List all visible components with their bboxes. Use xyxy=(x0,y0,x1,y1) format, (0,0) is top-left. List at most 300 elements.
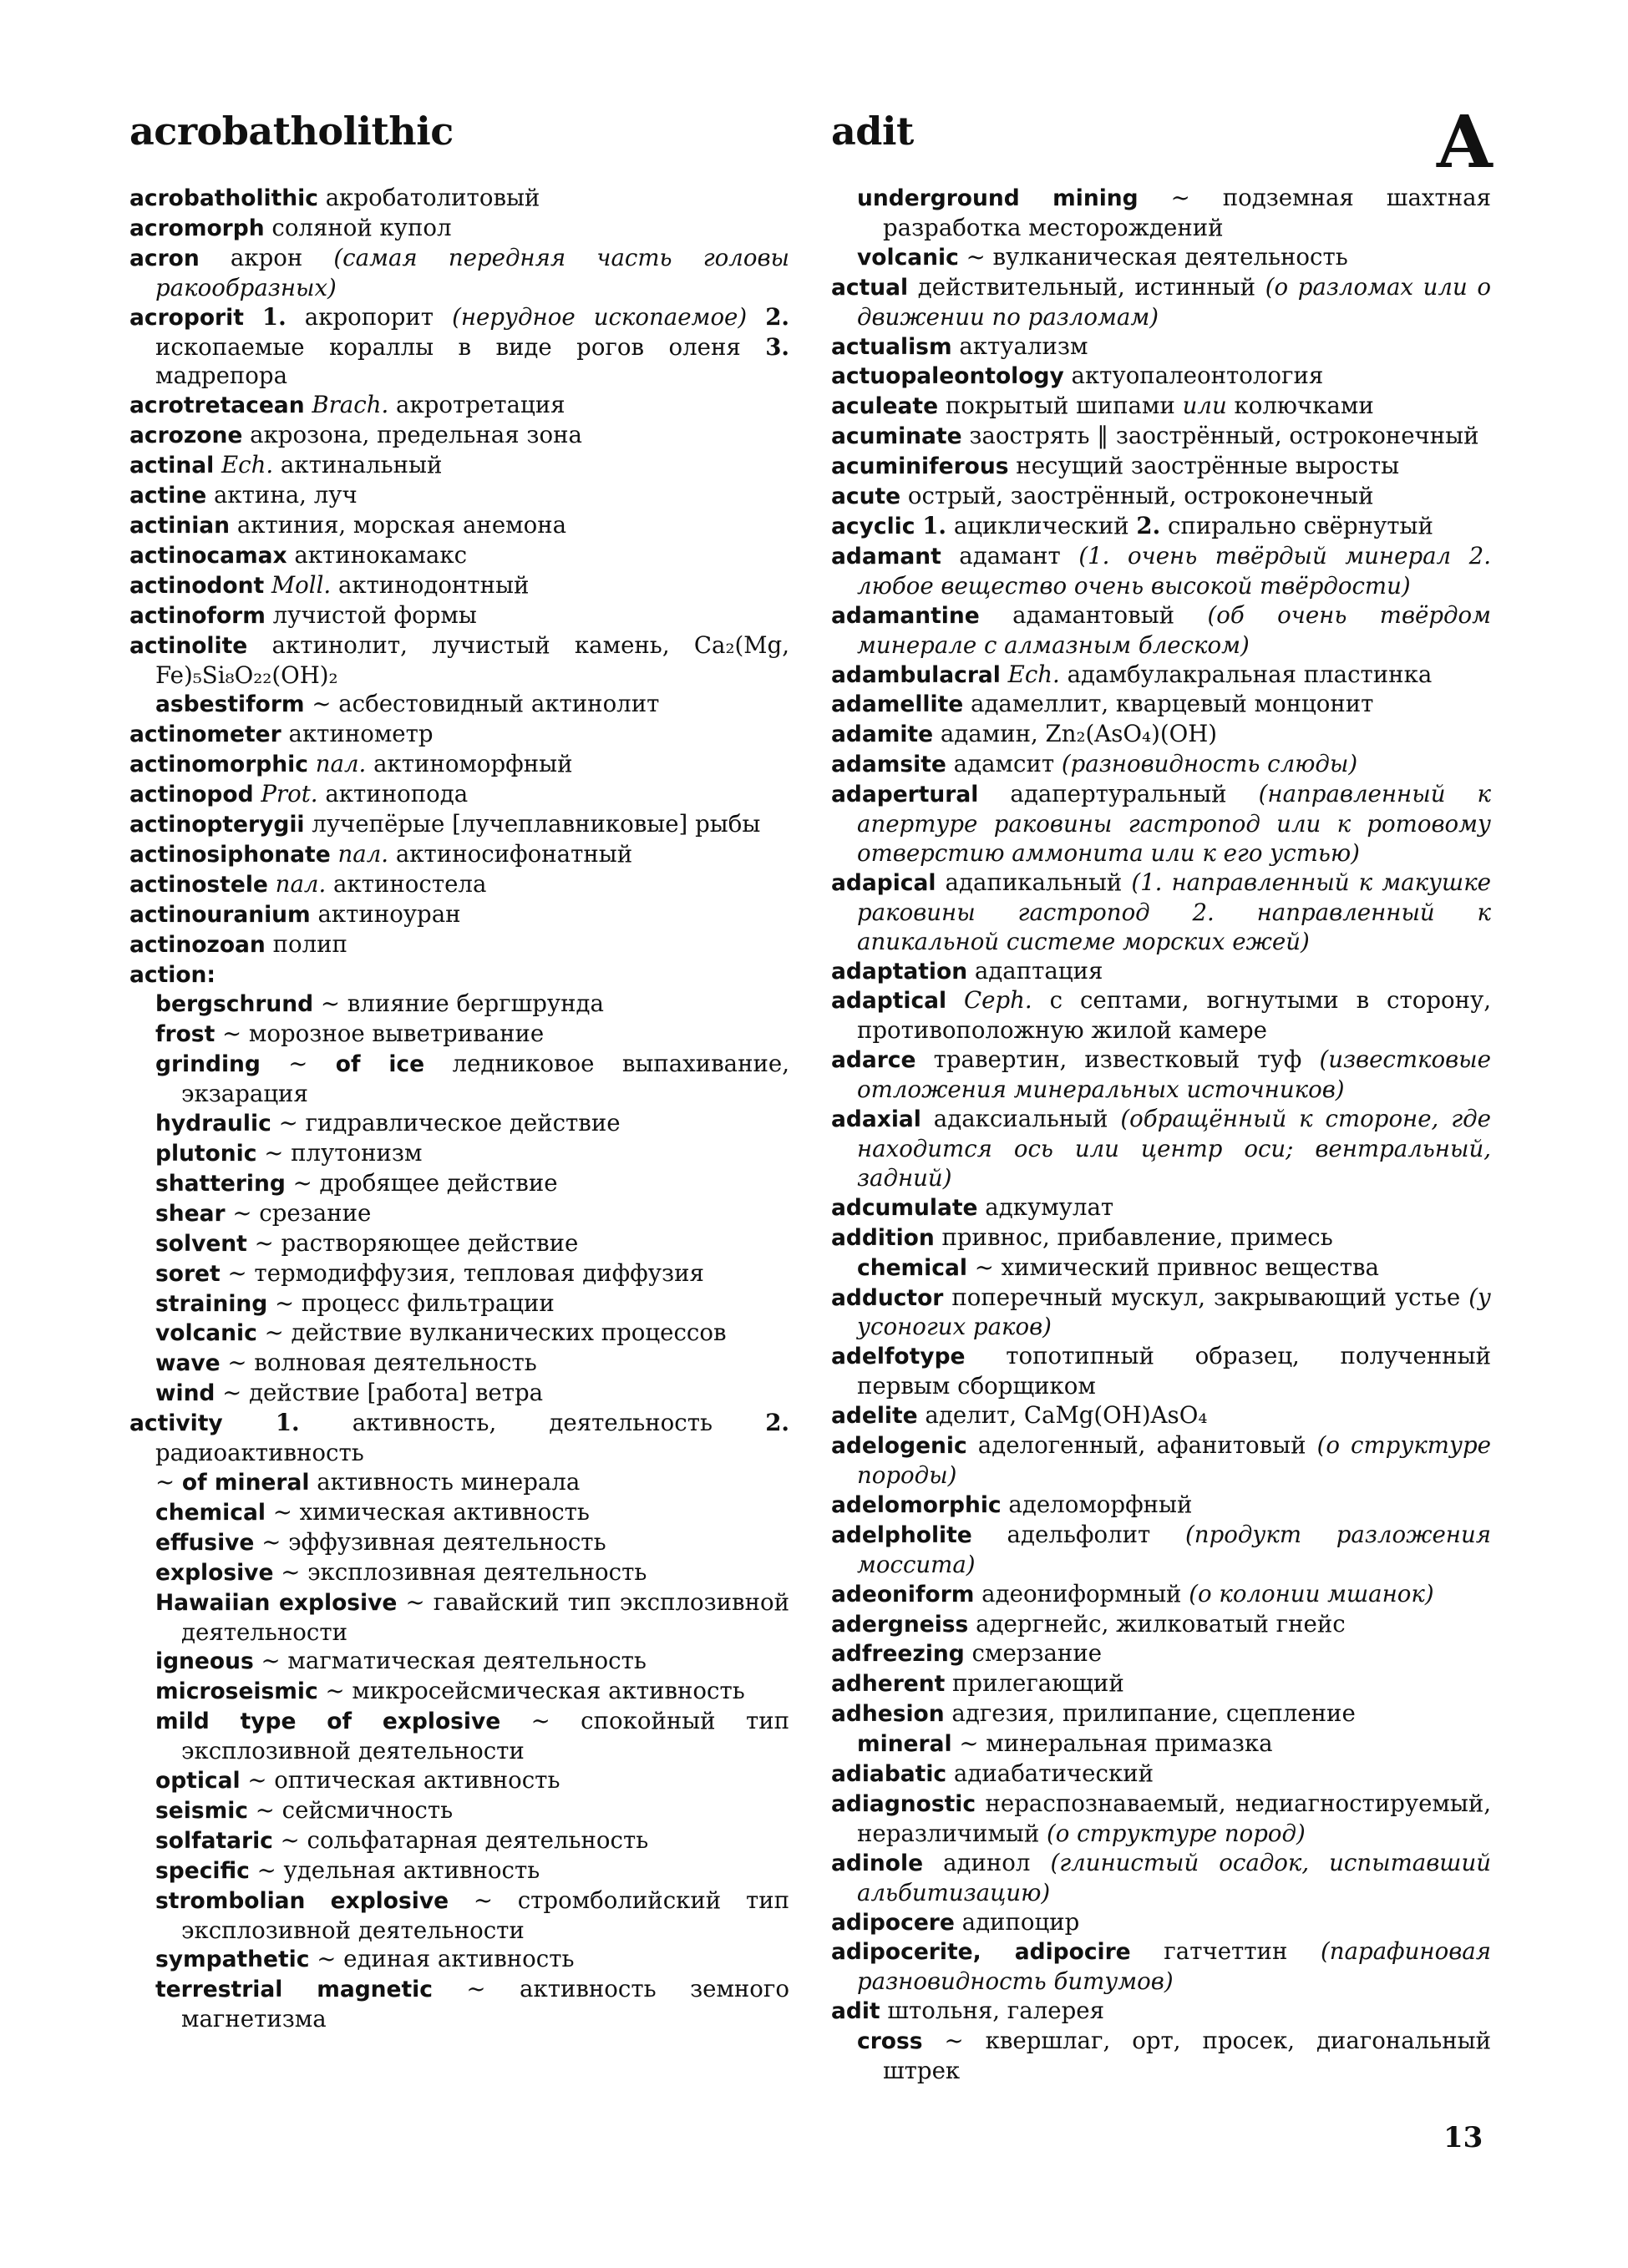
headword: actuopaleontology xyxy=(831,363,1064,390)
dictionary-entry xyxy=(831,1849,1491,1908)
dictionary-entry xyxy=(129,451,789,481)
definition-text: ~ влияние бергшрунда xyxy=(313,990,604,1018)
dictionary-subentry xyxy=(129,1945,789,1975)
dictionary-entry xyxy=(831,1669,1491,1699)
headword: adinole xyxy=(831,1850,924,1876)
dictionary-entry xyxy=(831,1937,1491,1997)
italic-note: Moll. xyxy=(271,570,332,599)
dictionary-subentry xyxy=(129,1975,789,2034)
definition-text: ~ сейсмичность xyxy=(248,1795,454,1824)
definition-text xyxy=(264,571,271,599)
dictionary-subentry xyxy=(129,1379,789,1409)
italic-note: Ceph. xyxy=(964,986,1032,1015)
headword: actinoform xyxy=(129,602,266,629)
dictionary-entry xyxy=(129,960,789,990)
definition-text: адамант xyxy=(941,541,1079,570)
dictionary-subentry xyxy=(129,1558,789,1588)
definition-text: аделит, CaMg(OH)AsO₄ xyxy=(917,1401,1208,1430)
dictionary-entry xyxy=(831,1283,1491,1343)
definition-text: адипоцир xyxy=(954,1907,1080,1936)
headword: optical xyxy=(155,1768,241,1795)
italic-note: (направленный к апертуре раковины гастропод или к ротовому отверстию аммонита или к его устью) xyxy=(857,780,1491,867)
headword: asbestiform xyxy=(155,691,305,718)
headword: adaxial xyxy=(831,1106,921,1133)
dictionary-entry xyxy=(129,631,789,691)
headword: wind xyxy=(155,1380,216,1407)
headword: adelite xyxy=(831,1403,918,1430)
headword: strombolian explosive xyxy=(155,1887,449,1914)
headword: actine xyxy=(129,483,207,509)
definition-text: адеониформный xyxy=(974,1579,1189,1607)
definition-text: ~ стромболийский тип эксплозивной деятельности xyxy=(181,1886,789,1944)
dictionary-subentry xyxy=(129,1199,789,1229)
definition-text: с септами, вогнутыми в сторону, противоположную жилой камере xyxy=(857,986,1491,1045)
headword: actinozoan xyxy=(129,931,266,958)
headword: sympathetic xyxy=(155,1947,310,1973)
definition-text: актинокамакс xyxy=(287,540,468,569)
right-column xyxy=(831,184,1491,2086)
dictionary-subentry xyxy=(129,1528,789,1558)
dictionary-entry xyxy=(831,1193,1491,1223)
headword: actinomorphic xyxy=(129,752,308,778)
definition-text: адиабатический xyxy=(946,1759,1154,1788)
dictionary-entry xyxy=(129,780,789,810)
headword: adaptical xyxy=(831,988,947,1015)
definition-text: адгезия, прилипание, сцепление xyxy=(944,1699,1356,1728)
headword: adamantine xyxy=(831,602,980,629)
italic-note: (обращённый к стороне, где находится ось или центр оси; вентральный, задний) xyxy=(857,1105,1491,1192)
definition-text: ~ морозное выветривание xyxy=(215,1020,545,1048)
dictionary-entry xyxy=(129,184,789,214)
dictionary-subentry xyxy=(129,1468,789,1498)
headword: action: xyxy=(129,961,216,988)
definition-text: прилегающий xyxy=(945,1669,1124,1698)
dictionary-entry xyxy=(831,1342,1491,1401)
dictionary-entry xyxy=(831,1759,1491,1790)
definition-text: актиния, морская анемона xyxy=(230,510,567,539)
definition-text: действительный, истинный xyxy=(908,272,1265,301)
italic-note: (1. очень твёрдый минерал 2. любое вещество очень высокой твёрдости) xyxy=(857,541,1491,600)
dictionary-entry xyxy=(831,392,1491,422)
headword: acromorph xyxy=(129,215,265,241)
italic-note: (продукт разложения моссита) xyxy=(857,1520,1492,1578)
headword: adelfotype xyxy=(831,1344,966,1370)
dictionary-entry xyxy=(831,512,1491,542)
definition-text: актина, луч xyxy=(206,481,358,509)
headword: adelpholite xyxy=(831,1521,972,1548)
dictionary-entry xyxy=(129,481,789,511)
italic-note: Brach. xyxy=(312,391,389,419)
definition-text: ~ химический привнос вещества xyxy=(966,1253,1379,1281)
definition-text: актуализм xyxy=(951,332,1088,360)
definition-text: актинолит, лучистый камень, Ca₂(Mg, Fe)₅Si₈O₂₂(OH)₂ xyxy=(155,630,789,689)
definition-text: несущий заострённые выросты xyxy=(1008,452,1400,480)
italic-note: (парафиновая разновидность битумов) xyxy=(857,1937,1491,1996)
sense-number: 1. xyxy=(922,511,947,539)
dictionary-entry xyxy=(831,332,1491,362)
headword: adelomorphic xyxy=(831,1491,1002,1518)
headword: addition xyxy=(831,1224,935,1251)
italic-note: (у усоногих раков) xyxy=(857,1283,1491,1341)
headword: adfreezing xyxy=(831,1641,965,1668)
definition-text: ~ микросейсмическая активность xyxy=(317,1677,745,1705)
definition-text: адапикальный xyxy=(936,868,1132,896)
headword: plutonic xyxy=(155,1141,257,1167)
section-letter: A xyxy=(1437,100,1493,185)
headword: acyclic xyxy=(831,513,915,539)
definition-text: ~ термодиффузия, тепловая диффузия xyxy=(220,1258,704,1287)
definition-text xyxy=(308,750,316,777)
definition-text: адамсит xyxy=(946,750,1062,778)
dictionary-subentry xyxy=(129,1020,789,1050)
headword: acrobatholithic xyxy=(129,185,318,211)
dictionary-entry xyxy=(129,1409,789,1468)
dictionary-subentry xyxy=(129,1647,789,1677)
headword: Hawaiian explosive xyxy=(155,1589,398,1616)
headword: solfataric xyxy=(155,1827,273,1854)
definition-text: гатчеттин xyxy=(1130,1937,1321,1966)
dictionary-entry xyxy=(831,422,1491,452)
definition-text: ископаемые кораллы в виде рогов оленя xyxy=(155,332,766,361)
definition-text: ~ химическая активность xyxy=(265,1497,590,1526)
headword: seismic xyxy=(155,1797,249,1824)
dictionary-subentry xyxy=(129,1050,789,1109)
definition-text: адергнейс, жилковатый гнейс xyxy=(968,1609,1346,1638)
definition-text: заострять ‖ заострённый, остроконечный xyxy=(961,422,1479,450)
headword: of ice xyxy=(335,1051,425,1078)
headword: adductor xyxy=(831,1284,944,1311)
definition-text: актуопалеонтология xyxy=(1063,362,1324,390)
headword: of mineral xyxy=(181,1469,310,1496)
definition-text: ~ дробящее действие xyxy=(285,1168,558,1197)
headword: igneous xyxy=(155,1648,254,1675)
dictionary-entry xyxy=(831,601,1491,661)
dictionary-entry xyxy=(129,303,789,392)
definition-text: акробатолитовый xyxy=(317,184,540,211)
dictionary-subentry xyxy=(129,1886,789,1946)
headword: actinodont xyxy=(129,572,265,599)
definition-text: травертин, известковый туф xyxy=(915,1045,1320,1074)
headword: adit xyxy=(831,1998,880,2025)
headword: adelogenic xyxy=(831,1433,967,1460)
definition-text: адамантовый xyxy=(979,600,1208,629)
headword: acron xyxy=(129,245,200,271)
headword: actualism xyxy=(831,333,952,360)
italic-note: Ech. xyxy=(1007,660,1060,688)
definition-text xyxy=(244,303,262,331)
sense-number: 2. xyxy=(1136,511,1161,539)
definition-text: смерзание xyxy=(964,1639,1103,1668)
italic-note: или xyxy=(1182,392,1227,420)
definition-text: спирально свёрнутый xyxy=(1160,511,1433,539)
dictionary-entry xyxy=(129,421,789,451)
dictionary-subentry xyxy=(129,1259,789,1289)
headword: actinometer xyxy=(129,721,281,748)
headword: solvent xyxy=(155,1230,247,1257)
dictionary-entry xyxy=(831,690,1491,720)
headword: acuminiferous xyxy=(831,453,1009,480)
dictionary-subentry xyxy=(129,1677,789,1707)
headword: actinouranium xyxy=(129,901,311,928)
dictionary-entry xyxy=(129,571,789,601)
definition-text: ~ магматическая деятельность xyxy=(253,1647,647,1675)
definition-text: адамин, Zn₂(AsO₄)(OH) xyxy=(933,720,1218,748)
definition-text: акрозона, предельная зона xyxy=(242,421,582,449)
headword: adaptation xyxy=(831,958,968,985)
headword: actinostele xyxy=(129,871,268,898)
dictionary-subentry xyxy=(129,1498,789,1528)
headword: actinian xyxy=(129,512,231,539)
dictionary-subentry xyxy=(129,1856,789,1886)
definition-text: ~ гавайский тип эксплозивной деятельности xyxy=(181,1587,789,1646)
definition-text: ~ квершлаг, орт, просек, диагональный штрек xyxy=(883,2027,1491,2085)
headword: volcanic xyxy=(857,244,959,271)
dictionary-entry xyxy=(831,720,1491,750)
italic-note: (об очень твёрдом минерале с алмазным блеском) xyxy=(857,600,1491,659)
definition-text xyxy=(268,870,276,898)
headword: adapertural xyxy=(831,782,979,808)
definition-text: ~ действие вулканических процессов xyxy=(256,1319,727,1347)
definition-text: актиностела xyxy=(326,869,487,898)
definition-text xyxy=(214,451,221,478)
definition-text: адинол xyxy=(923,1848,1051,1876)
headword: chemical xyxy=(155,1499,266,1526)
definition-text: акропорит xyxy=(286,302,453,331)
definition-text: полип xyxy=(265,929,347,958)
definition-text: острый, заострённый, остроконечный xyxy=(900,482,1374,510)
definition-text: ~ единая активность xyxy=(309,1945,575,1973)
definition-text: соляной купол xyxy=(264,213,452,241)
dictionary-subentry xyxy=(129,1349,789,1379)
definition-text xyxy=(915,512,922,539)
headword: cross xyxy=(857,2028,923,2055)
dictionary-entry xyxy=(831,542,1491,601)
italic-note: Prot. xyxy=(261,780,318,808)
headword: adamsite xyxy=(831,752,946,778)
definition-text: акротретация xyxy=(388,391,565,419)
page-number: 13 xyxy=(1443,2121,1483,2154)
definition-text: колючками xyxy=(1226,392,1374,420)
headword: acute xyxy=(831,483,901,510)
headword: adiagnostic xyxy=(831,1790,976,1817)
definition-text: актиносифонатный xyxy=(388,839,633,868)
italic-note: (самая передняя часть головы ракообразных) xyxy=(155,243,789,301)
dictionary-entry xyxy=(129,900,789,930)
headword: activity xyxy=(129,1410,223,1437)
definition-text: ациклический xyxy=(946,511,1137,539)
dictionary-entry xyxy=(831,1431,1491,1491)
dictionary-entry xyxy=(831,1790,1491,1849)
headword: bergschrund xyxy=(155,991,314,1018)
dictionary-entry xyxy=(129,750,789,780)
headword: grinding xyxy=(155,1051,261,1078)
headword: mineral xyxy=(857,1731,952,1758)
definition-text: акрон xyxy=(199,243,334,271)
dictionary-entry xyxy=(831,868,1491,957)
sense-number: 1. xyxy=(261,302,287,331)
running-head-right: adit xyxy=(831,109,914,154)
dictionary-entry xyxy=(831,1045,1491,1105)
headword: specific xyxy=(155,1857,250,1884)
dictionary-entry xyxy=(831,452,1491,482)
definition-text: ~ оптическая активность xyxy=(240,1766,560,1795)
sense-number: 3. xyxy=(765,332,789,361)
headword: adergneiss xyxy=(831,1611,969,1638)
definition-text: ~ срезание xyxy=(225,1198,372,1227)
headword: adherent xyxy=(831,1671,946,1698)
definition-text: ~ плутонизм xyxy=(256,1139,423,1167)
definition-text: адкумулат xyxy=(977,1192,1114,1221)
dictionary-entry xyxy=(129,840,789,870)
definition-text: аделоморфный xyxy=(1001,1490,1193,1518)
dictionary-entry xyxy=(129,541,789,571)
dictionary-subentry xyxy=(831,1253,1491,1283)
definition-text: привнос, прибавление, примесь xyxy=(934,1223,1333,1251)
definition-text: актинопода xyxy=(317,780,469,808)
sense-number: 1. xyxy=(275,1409,300,1437)
dictionary-entry xyxy=(831,750,1491,780)
headword: adamite xyxy=(831,721,934,748)
dictionary-entry xyxy=(831,1105,1491,1193)
left-column xyxy=(129,184,789,2034)
dictionary-subentry xyxy=(129,1319,789,1349)
dictionary-subentry xyxy=(129,1796,789,1826)
definition-text: мадрепора xyxy=(155,362,288,390)
definition-text xyxy=(747,303,765,331)
dictionary-entry xyxy=(831,1491,1491,1521)
definition-text: ~ волновая деятельность xyxy=(220,1349,537,1377)
italic-note: (разновидность слюды) xyxy=(1061,750,1358,778)
dictionary-subentry xyxy=(129,1766,789,1796)
headword: explosive xyxy=(155,1559,274,1586)
headword: adeoniform xyxy=(831,1581,975,1607)
headword: adipocere xyxy=(831,1909,955,1936)
headword: mild type of explosive xyxy=(155,1709,501,1735)
definition-text: актиноуран xyxy=(310,899,461,928)
headword: adapical xyxy=(831,869,936,896)
definition-text: ~ растворяющее действие xyxy=(246,1228,579,1257)
headword: wave xyxy=(155,1350,221,1377)
headword: hydraulic xyxy=(155,1111,271,1137)
definition-text: адаптация xyxy=(967,956,1103,985)
dictionary-entry xyxy=(129,511,789,541)
dictionary-entry xyxy=(831,1580,1491,1610)
definition-text: ~ гидравлическое действие xyxy=(271,1109,621,1137)
dictionary-entry xyxy=(831,1699,1491,1729)
definition-text: топотипный образец, полученный первым сборщиком xyxy=(857,1342,1491,1400)
italic-note: пал. xyxy=(337,839,389,868)
dictionary-subentry xyxy=(129,1707,789,1766)
headword: actinopterygii xyxy=(129,812,305,838)
definition-text: ~ активность земного магнетизма xyxy=(181,1975,789,2033)
italic-note: (нерудное ископаемое) xyxy=(452,302,748,331)
dictionary-entry xyxy=(129,244,789,303)
dictionary-entry xyxy=(129,810,789,840)
headword: chemical xyxy=(857,1254,967,1281)
definition-text: ~ xyxy=(155,1467,182,1496)
headword: actual xyxy=(831,274,909,301)
headword: acrozone xyxy=(129,423,243,449)
definition-text: ~ подземная шахтная разработка месторождений xyxy=(883,184,1491,241)
dictionary-entry xyxy=(831,986,1491,1045)
dictionary-subentry xyxy=(831,1729,1491,1759)
headword: actinopod xyxy=(129,782,254,808)
definition-text: ~ процесс фильтрации xyxy=(267,1288,555,1317)
headword: adarce xyxy=(831,1047,916,1074)
sense-number: 2. xyxy=(765,302,790,331)
italic-note: (о разломах или о движении по разломам) xyxy=(857,272,1491,331)
definition-text xyxy=(946,986,964,1014)
definition-text: активность минерала xyxy=(309,1467,581,1496)
headword: terrestrial magnetic xyxy=(155,1977,433,2003)
italic-note: пал. xyxy=(315,750,367,778)
definition-text: ~ асбестовидный актинолит xyxy=(304,690,660,718)
italic-note: (1. направленный к макушке раковины гастропод 2. направленный к апикальной системе морских ежей) xyxy=(857,868,1491,955)
headword: actinolite xyxy=(129,632,248,659)
definition-text: нераспознаваемый, недиагностируемый, неразличимый xyxy=(857,1789,1491,1847)
dictionary-entry xyxy=(831,661,1491,691)
definition-text: радиоактивность xyxy=(155,1439,364,1467)
dictionary-entry xyxy=(129,214,789,244)
dictionary-entry xyxy=(831,1610,1491,1640)
definition-text: адамеллит, кварцевый монцонит xyxy=(963,690,1374,718)
headword: acroporit xyxy=(129,304,244,331)
dictionary-entry xyxy=(831,957,1491,987)
definition-text: ~ xyxy=(260,1050,336,1078)
headword: soret xyxy=(155,1260,221,1287)
dictionary-entry xyxy=(831,1639,1491,1669)
italic-note: (глинистый осадок, испытавший альбитизацию) xyxy=(857,1848,1491,1906)
dictionary-entry xyxy=(831,273,1491,332)
headword: aculeate xyxy=(831,393,939,420)
definition-text: ~ удельная активность xyxy=(249,1855,540,1884)
headword: acrotretacean xyxy=(129,392,305,419)
running-head-left: acrobatholithic xyxy=(129,109,454,154)
definition-text: актиноморфный xyxy=(366,750,573,778)
headword: adambulacral xyxy=(831,661,1001,688)
headword: adipocerite, adipocire xyxy=(831,1939,1131,1966)
headword: underground mining xyxy=(857,185,1139,211)
dictionary-subentry xyxy=(129,1588,789,1648)
definition-text: ~ действие [работа] ветра xyxy=(215,1379,544,1407)
italic-note: (известковые отложения минеральных источников) xyxy=(857,1045,1491,1104)
definition-text: адамбулакральная пластинка xyxy=(1059,660,1433,688)
headword: microseismic xyxy=(155,1678,318,1705)
definition-text xyxy=(1001,661,1008,688)
dictionary-subentry xyxy=(129,1289,789,1319)
dictionary-entry xyxy=(831,1223,1491,1253)
definition-text: актинодонтный xyxy=(331,570,530,599)
dictionary-entry xyxy=(831,780,1491,868)
dictionary-entry xyxy=(831,1521,1491,1580)
definition-text: адаксиальный xyxy=(921,1105,1121,1133)
dictionary-subentry xyxy=(129,1826,789,1856)
headword: actinocamax xyxy=(129,542,287,569)
headword: effusive xyxy=(155,1529,255,1556)
definition-text: штольня, галерея xyxy=(880,1997,1104,2025)
dictionary-entry xyxy=(831,362,1491,392)
dictionary-subentry xyxy=(831,243,1491,273)
dictionary-entry xyxy=(831,1401,1491,1431)
dictionary-entry xyxy=(129,391,789,421)
definition-text: актинометр xyxy=(281,720,434,748)
headword: actinal xyxy=(129,453,215,479)
headword: adamant xyxy=(831,543,941,570)
definition-text: аделогенный, афанитовый xyxy=(966,1431,1317,1460)
italic-note: Ech. xyxy=(221,451,274,479)
headword: shattering xyxy=(155,1170,286,1197)
definition-text xyxy=(223,1409,276,1436)
